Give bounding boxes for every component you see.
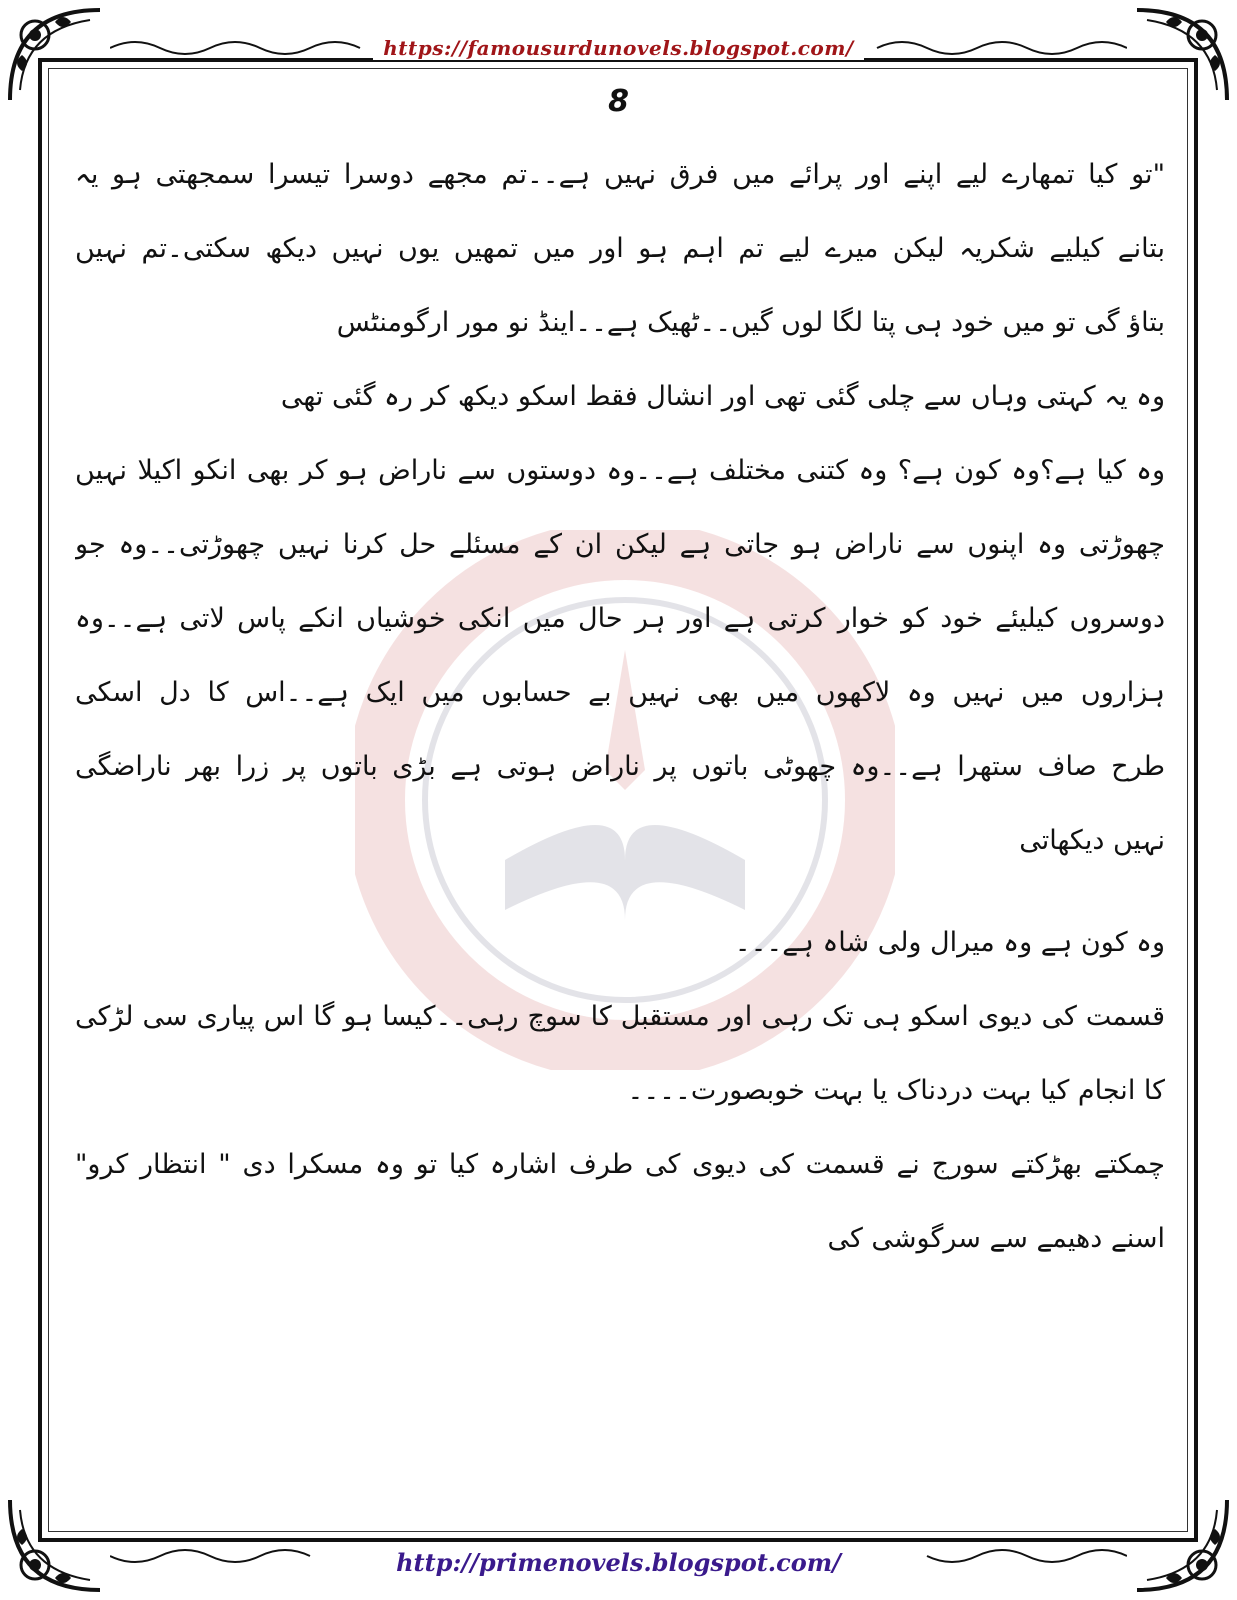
header-url[interactable]: https://famousurdunovels.blogspot.com/ bbox=[0, 36, 1237, 60]
text-line: ہزاروں میں نہیں وہ لاکھوں میں بھی نہیں بے حسابوں میں ایک ہے۔۔اس کا دل اسکی bbox=[75, 677, 1165, 708]
text-line: قسمت کی دیوی اسکو ہی تک رہی اور مستقبل کا سوچ رہی۔۔کیسا ہو گا اس پیاری سی لڑکی bbox=[75, 1001, 1165, 1032]
text-line: چمکتے بھڑکتے سورج نے قسمت کی دیوی کی طرف اشارہ کیا تو وہ مسکرا دی " انتظار کرو" bbox=[75, 1149, 1165, 1180]
text-line: چھوڑتی وہ اپنوں سے ناراض ہو جاتی ہے لیکن ان کے مسئلے حل کرنا نہیں چھوڑتی۔۔وہ جو bbox=[75, 529, 1165, 560]
text-line: بتانے کیلیے شکریہ لیکن میرے لیے تم اہم ہو اور میں تمھیں یوں نہیں دیکھ سکتی۔تم نہیں bbox=[75, 233, 1165, 264]
text-line: دوسروں کیلیئے خود کو خوار کرتی ہے اور ہر حال میں انکی خوشیاں انکے پاس لاتی ہے۔۔وہ bbox=[75, 603, 1165, 634]
text-line: "تو کیا تمھارے لیے اپنے اور پرائے میں فرق نہیں ہے۔۔تم مجھے دوسرا تیسرا سمجھتی ہو یہ bbox=[75, 159, 1165, 190]
text-line: نہیں دیکھاتی bbox=[1019, 825, 1165, 856]
text-line: وہ کون ہے وہ میرال ولی شاہ ہے۔۔۔ bbox=[734, 927, 1165, 958]
text-line: وہ یہ کہتی وہاں سے چلی گئی تھی اور انشال فقط اسکو دیکھ کر رہ گئی تھی bbox=[280, 381, 1165, 412]
text-line: اسنے دھیمے سے سرگوشی کی bbox=[827, 1223, 1165, 1254]
page-number: 8 bbox=[608, 84, 629, 119]
novel-text bbox=[75, 138, 1165, 1538]
text-line: بتاؤ گی تو میں خود ہی پتا لگا لوں گیں۔۔ٹھیک ہے۔۔اینڈ نو مور ارگومنٹس bbox=[336, 307, 1165, 338]
text-line: وہ کیا ہے؟وہ کون ہے؟ وہ کتنی مختلف ہے۔۔وہ دوستوں سے ناراض ہو کر بھی انکو اکیلا نہیں bbox=[75, 455, 1165, 486]
text-line: طرح صاف ستھرا ہے۔۔وہ چھوٹی باتوں پر ناراض ہوتی ہے بڑی باتوں پر زرا بھر ناراضگی bbox=[75, 751, 1165, 782]
text-line: کا انجام کیا بہت دردناک یا بہت خوبصورت۔۔۔۔ bbox=[627, 1075, 1165, 1106]
footer-url[interactable]: http://primenovels.blogspot.com/ bbox=[0, 1548, 1237, 1577]
